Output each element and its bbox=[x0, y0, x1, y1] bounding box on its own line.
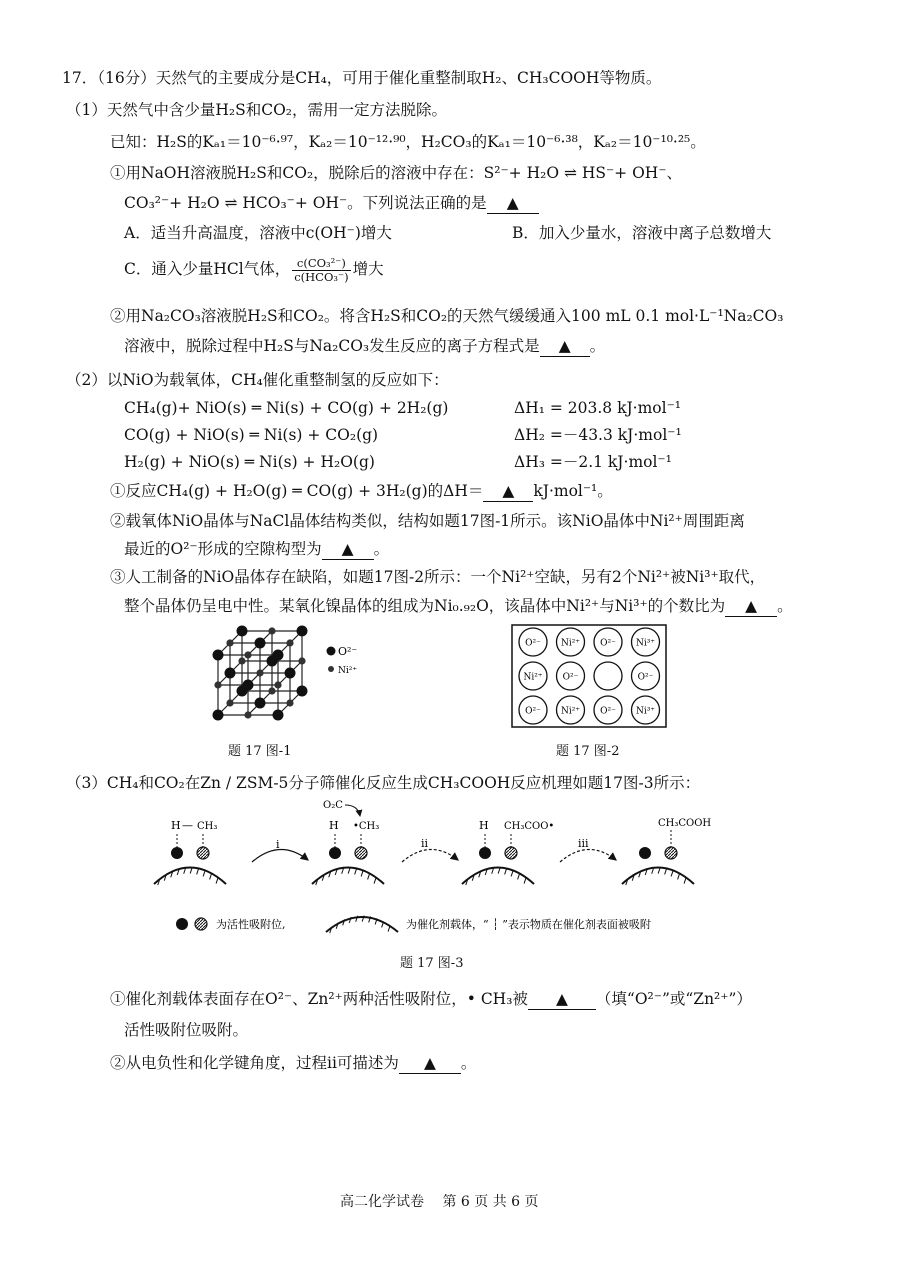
ion-label: Ni²⁺ bbox=[523, 672, 543, 683]
part2-q3-line2 bbox=[124, 596, 793, 617]
part3-q2 bbox=[110, 1053, 476, 1074]
legend-o-ball bbox=[327, 647, 336, 656]
oxide-ion bbox=[243, 680, 254, 691]
legend-sites-label: 为活性吸附位, bbox=[216, 918, 286, 931]
active-site-hatched bbox=[505, 847, 517, 859]
answer-blank[interactable]: ▲ bbox=[725, 596, 777, 617]
active-site-dark bbox=[639, 847, 651, 859]
option-b: B．加入少量水，溶液中离子总数增大 bbox=[512, 224, 772, 242]
figure-17-1-crystal-lattice bbox=[200, 625, 390, 735]
ion-label: Ni³⁺ bbox=[635, 638, 656, 649]
option-c-end: 增大 bbox=[352, 260, 384, 278]
part3-q1-line1 bbox=[110, 989, 752, 1010]
nickel-ion bbox=[286, 639, 293, 646]
h-atom-label: H bbox=[479, 819, 489, 832]
oxide-ion bbox=[237, 626, 248, 637]
fraction-denominator: c(HCO₃⁻) bbox=[294, 269, 349, 284]
reaction-2: CO(g) + NiO(s) ═ Ni(s) + CO₂(g) bbox=[124, 426, 379, 444]
ch3coo-label: CH₃COO• bbox=[504, 821, 555, 832]
reaction-1: CH₄(g)+ NiO(s) ═ Ni(s) + CO(g) + 2H₂(g) bbox=[124, 399, 449, 417]
option-c bbox=[124, 254, 384, 284]
step-iii-label: iii bbox=[578, 837, 589, 850]
legend-site-dark bbox=[176, 918, 188, 930]
arrow-step-iii bbox=[560, 849, 616, 862]
active-site-hatched bbox=[355, 847, 367, 859]
enthalpy-3: ΔH₃ =－2.1 kJ·mol⁻¹ bbox=[514, 453, 672, 471]
nickel-ion bbox=[214, 681, 221, 688]
answer-blank[interactable]: ▲ bbox=[528, 989, 596, 1010]
part2-q2-line2 bbox=[124, 539, 389, 560]
nickel-ion bbox=[268, 627, 275, 634]
punct: 。 bbox=[589, 337, 606, 355]
step-i-label: i bbox=[276, 838, 280, 851]
co2-attack-arrow bbox=[345, 805, 360, 816]
vacancy-cell bbox=[594, 662, 622, 690]
figure-17-2-defect-grid bbox=[509, 622, 669, 730]
figure-17-3-mechanism bbox=[140, 796, 780, 946]
part1-known: 已知：H₂S的Kₐ₁＝10⁻⁶·⁹⁷，Kₐ₂＝10⁻¹²·⁹⁰，H₂CO₃的Kₐ₁＝10⁻⁶·³⁸，Kₐ₂＝10⁻¹⁰·²⁵。 bbox=[110, 133, 706, 151]
nickel-ion bbox=[298, 657, 305, 664]
enthalpy-1: ΔH₁ = 203.8 kJ·mol⁻¹ bbox=[514, 399, 681, 417]
ion-label: O²⁻ bbox=[525, 706, 541, 717]
oxide-ion bbox=[213, 650, 224, 661]
oxide-ion bbox=[285, 668, 296, 679]
ion-label: Ni²⁺ bbox=[560, 638, 581, 649]
part1-q1-line1: ①用NaOH溶液脱H₂S和CO₂，脱除后的溶液中存在：S²⁻+ H₂O ⇌ HS⁻+ OH⁻、 bbox=[110, 164, 683, 182]
enthalpy-2: ΔH₂ =－43.3 kJ·mol⁻¹ bbox=[514, 426, 682, 444]
part3-q1-text: ①催化剂载体表面存在O²⁻、Zn²⁺两种活性吸附位，• CH₃被 bbox=[110, 990, 528, 1008]
oxide-ion bbox=[273, 710, 284, 721]
arrow-step-ii bbox=[402, 849, 458, 862]
part3-q2-text: ②从电负性和化学键角度，过程ii可描述为 bbox=[110, 1054, 399, 1072]
active-site-dark bbox=[171, 847, 183, 859]
nickel-ion bbox=[244, 711, 251, 718]
figure-17-3-caption: 题 17 图-3 bbox=[400, 956, 464, 971]
oxide-ion bbox=[297, 686, 308, 697]
ion-label: O²⁻ bbox=[525, 638, 541, 649]
question-title: 17．（16分）天然气的主要成分是CH₄，可用于催化重整制取H₂、CH₃COOH等物质。 bbox=[62, 69, 662, 87]
part2-q1-unit: kJ·mol⁻¹。 bbox=[533, 482, 613, 500]
page-footer: 高二化学试卷 第 6 页 共 6 页 bbox=[340, 1194, 539, 1210]
part1-q1-text: CO₃²⁻+ H₂O ⇌ HCO₃⁻+ OH⁻。下列说法正确的是 bbox=[124, 194, 487, 212]
active-site-dark bbox=[479, 847, 491, 859]
answer-blank[interactable]: ▲ bbox=[540, 336, 590, 357]
punct: 。 bbox=[373, 540, 390, 558]
stage-4 bbox=[622, 818, 711, 885]
part1-q2-line2 bbox=[124, 336, 605, 357]
answer-blank[interactable]: ▲ bbox=[322, 539, 374, 560]
part1-head: （1）天然气中含少量H₂S和CO₂，需用一定方法脱除。 bbox=[66, 101, 447, 119]
option-a: A．适当升高温度，溶液中c(OH⁻)增大 bbox=[124, 224, 392, 242]
punct: 。 bbox=[777, 597, 793, 615]
option-c-text: C．通入少量HCl气体， bbox=[124, 260, 291, 278]
figure-17-2-caption: 题 17 图-2 bbox=[556, 744, 620, 759]
nickel-ion bbox=[256, 669, 263, 676]
part3-q1-line2: 活性吸附位吸附。 bbox=[124, 1021, 249, 1039]
answer-blank[interactable]: ▲ bbox=[483, 481, 533, 502]
legend-ni-ball bbox=[328, 666, 334, 672]
active-site-hatched bbox=[665, 847, 677, 859]
part1-q1-line2 bbox=[124, 193, 539, 214]
ion-label: O²⁻ bbox=[600, 638, 616, 649]
arrow-step-i bbox=[252, 849, 308, 862]
bond-dash: — bbox=[182, 819, 193, 832]
nickel-ion bbox=[226, 639, 233, 646]
answer-blank[interactable]: ▲ bbox=[487, 193, 539, 214]
oxide-ion bbox=[255, 698, 266, 709]
h-atom-label: H bbox=[329, 819, 339, 832]
oxide-ion bbox=[255, 638, 266, 649]
part2-q2-line1: ②载氧体NiO晶体与NaCl晶体结构类似，结构如题17图-1所示。该NiO晶体中Ni²⁺周围距离 bbox=[110, 512, 745, 530]
step-ii-label: ii bbox=[421, 837, 429, 850]
part2-head: （2）以NiO为载氧体，CH₄催化重整制氢的反应如下： bbox=[66, 371, 449, 389]
ion-label: O²⁻ bbox=[562, 672, 579, 683]
ch3-label: CH₃ bbox=[197, 821, 218, 832]
oxide-ion bbox=[225, 668, 236, 679]
acetic-acid-label: CH₃COOH bbox=[658, 818, 712, 829]
ch3-radical-label: •CH₃ bbox=[353, 821, 380, 832]
stage-3 bbox=[462, 819, 554, 885]
punct: 。 bbox=[460, 1054, 477, 1072]
answer-blank[interactable]: ▲ bbox=[399, 1053, 461, 1074]
legend-site-hatched bbox=[195, 918, 207, 930]
reaction-3: H₂(g) + NiO(s) ═ Ni(s) + H₂O(g) bbox=[124, 453, 375, 471]
h-atom-label: H bbox=[171, 819, 181, 832]
part1-q2-line1: ②用Na₂CO₃溶液脱H₂S和CO₂。将含H₂S和CO₂的天然气缓缓通入100 mL 0.1 mol·L⁻¹Na₂CO₃ bbox=[110, 307, 784, 325]
part3-q1-hint: （填“O²⁻”或“Zn²⁺”） bbox=[595, 990, 752, 1008]
nickel-ion bbox=[274, 681, 281, 688]
nickel-ion bbox=[286, 699, 293, 706]
ion-label: O²⁻ bbox=[600, 706, 616, 717]
oxide-ion bbox=[273, 650, 284, 661]
fraction-numerator: c(CO₃²⁻) bbox=[292, 257, 350, 271]
part3-head: （3）CH₄和CO₂在Zn / ZSM-5分子筛催化反应生成CH₃COOH反应机理如题17图-3所示： bbox=[66, 774, 701, 792]
legend-carrier-label: 为催化剂载体，“ ┆ ”表示物质在催化剂表面被吸附 bbox=[406, 918, 651, 931]
ion-label: O²⁻ bbox=[637, 672, 654, 683]
option-c-fraction bbox=[292, 257, 350, 284]
part1-q2-text: 溶液中，脱除过程中H₂S与Na₂CO₃发生反应的离子方程式是 bbox=[124, 337, 540, 355]
ion-label: Ni²⁺ bbox=[560, 706, 581, 717]
nickel-ion bbox=[268, 687, 275, 694]
active-site-dark bbox=[329, 847, 341, 859]
part2-q2-text: 最近的O²⁻形成的空隙构型为 bbox=[124, 540, 322, 558]
part2-q1-text: ①反应CH₄(g) + H₂O(g) ═ CO(g) + 3H₂(g)的ΔH＝ bbox=[110, 482, 484, 500]
stage-1 bbox=[154, 819, 226, 885]
active-site-hatched bbox=[197, 847, 209, 859]
legend-carrier bbox=[326, 916, 398, 934]
co2-label: O₂C bbox=[323, 800, 343, 811]
part2-q1 bbox=[110, 481, 613, 502]
stage-2 bbox=[312, 800, 384, 885]
part2-q3-text: 整个晶体仍呈电中性。某氧化镍晶体的组成为Ni₀.₉₂O，该晶体中Ni²⁺与Ni³⁺的个数比为 bbox=[124, 597, 726, 615]
nickel-ion bbox=[226, 699, 233, 706]
part2-q3-line1: ③人工制备的NiO晶体存在缺陷，如题17图-2所示：一个Ni²⁺空缺，另有2个Ni²⁺被Ni³⁺取代， bbox=[110, 568, 766, 586]
ion-label: Ni³⁺ bbox=[635, 706, 656, 717]
figure-17-1-caption: 题 17 图-1 bbox=[228, 744, 292, 759]
nickel-ion bbox=[238, 657, 245, 664]
oxide-ion bbox=[297, 626, 308, 637]
nickel-ion bbox=[244, 651, 251, 658]
legend-o-label: O²⁻ bbox=[338, 645, 358, 658]
legend-ni-label: Ni²⁺ bbox=[338, 666, 358, 676]
oxide-ion bbox=[213, 710, 224, 721]
